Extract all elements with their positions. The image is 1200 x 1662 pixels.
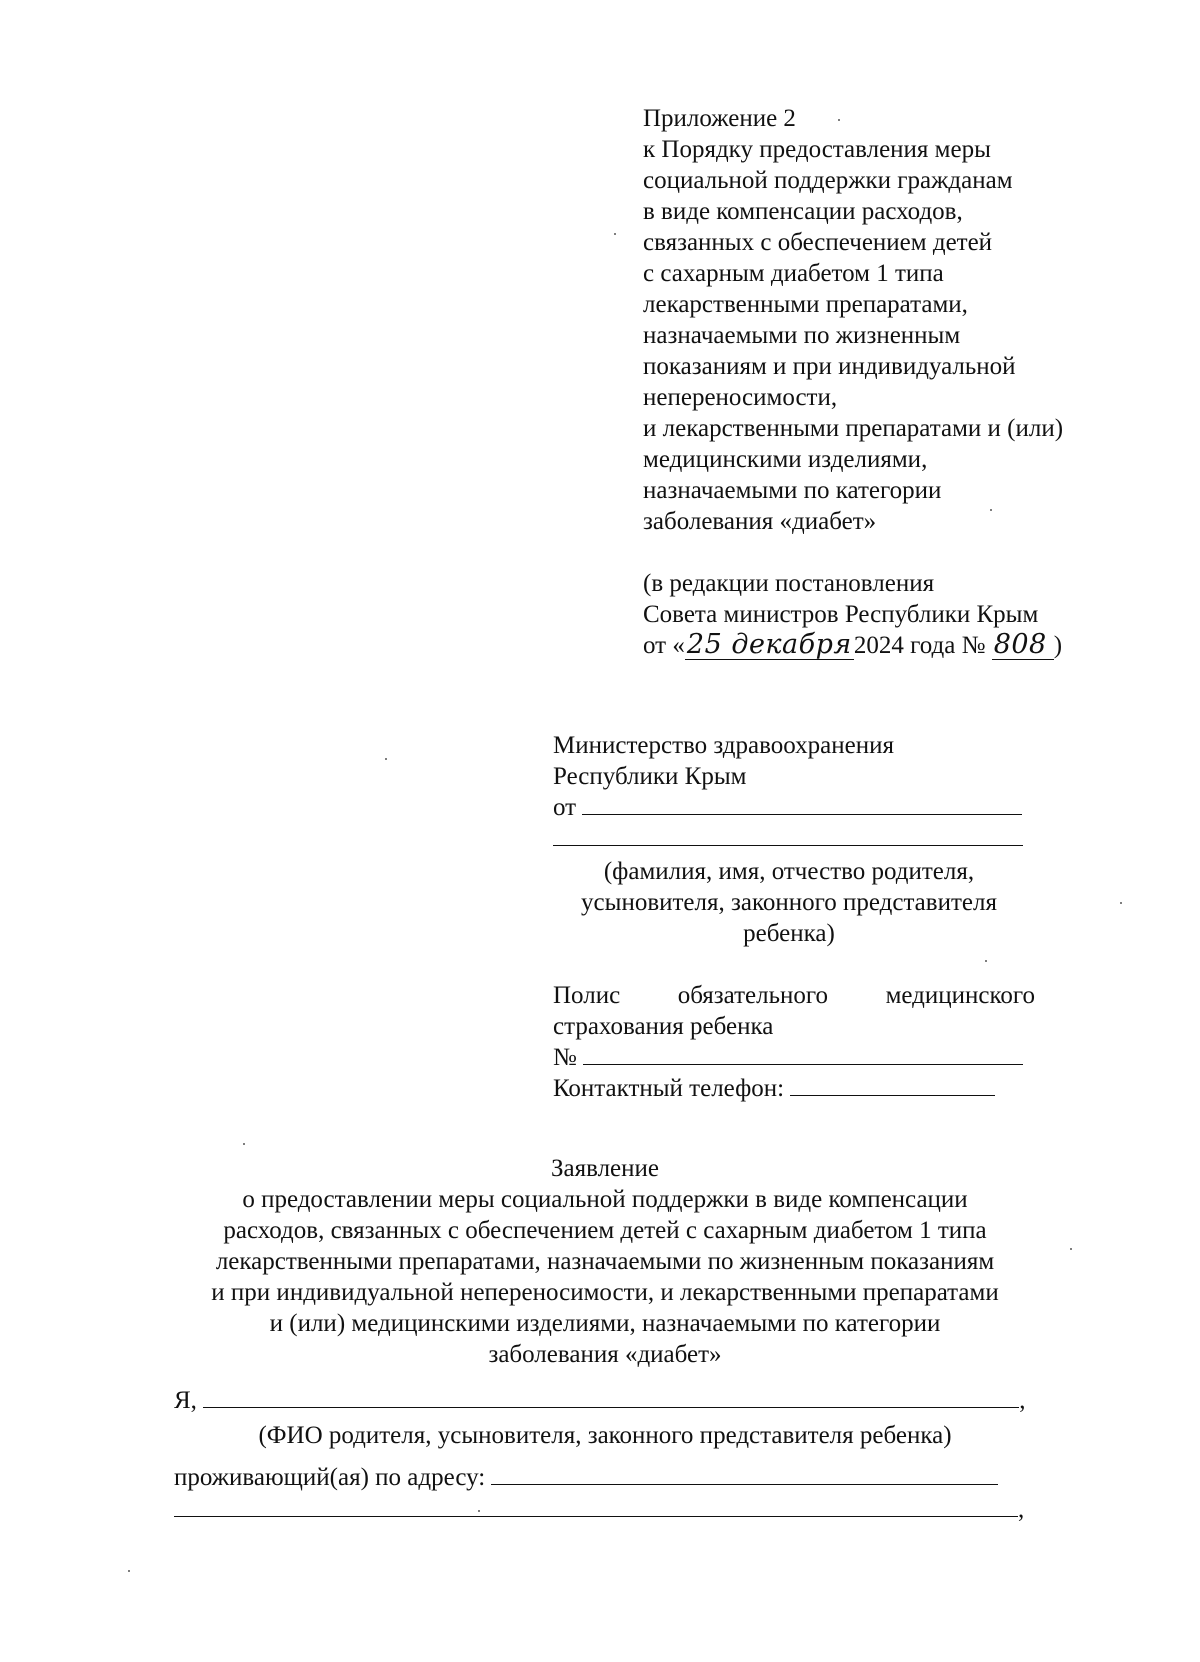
fio-hint: усыновителя, законного представителя xyxy=(581,889,997,916)
fio-hint: ребенка) xyxy=(743,920,835,947)
address-field-2[interactable] xyxy=(174,1494,1018,1517)
appendix-line: показаниям и при индивидуальной xyxy=(643,353,1016,380)
policy-title-line2: страхования ребенка xyxy=(553,1013,774,1040)
appendix-line: к Порядку предоставления меры xyxy=(643,136,991,163)
scan-speck xyxy=(990,509,992,511)
scan-speck xyxy=(243,1143,245,1145)
policy-number-field[interactable] xyxy=(583,1042,1023,1065)
fio-hint-block xyxy=(553,856,1025,949)
number-sign: № xyxy=(553,1044,577,1071)
i-label: Я, xyxy=(174,1387,197,1414)
ministry-name: Министерство здравоохранения xyxy=(553,732,894,759)
edition-year: 2024 года № xyxy=(853,632,986,659)
appendix-line: медицинскими изделиями, xyxy=(643,446,928,473)
edition-date-line xyxy=(643,630,1062,661)
phone-row xyxy=(553,1073,1035,1104)
policy-word: Полис xyxy=(553,982,621,1009)
appendix-line: непереносимости, xyxy=(643,384,838,411)
policy-block xyxy=(553,980,1035,1104)
applicant-row xyxy=(174,1385,1025,1416)
appendix-line: лекарственными препаратами, xyxy=(643,291,968,318)
appendix-block xyxy=(643,103,1063,537)
addressee-block xyxy=(553,730,1023,854)
comma: , xyxy=(1018,1496,1025,1523)
policy-number-row xyxy=(553,1042,1035,1073)
appendix-line: заболевания «диабет» xyxy=(643,508,877,535)
edition-from-label: от « xyxy=(643,632,685,659)
comma: , xyxy=(1019,1387,1026,1414)
edition-line: Совета министров Республики Крым xyxy=(643,601,1039,628)
scan-speck xyxy=(985,960,987,962)
address-field[interactable] xyxy=(491,1462,998,1485)
ministry-region: Республики Крым xyxy=(553,763,747,790)
appendix-line: связанных с обеспечением детей xyxy=(643,229,993,256)
from-fio-field-2-row xyxy=(553,823,1023,854)
fio-hint: (фамилия, имя, отчество родителя, xyxy=(603,858,975,885)
scan-speck xyxy=(478,1510,480,1512)
address-label: проживающий(ая) по адресу: xyxy=(174,1464,486,1491)
application-heading: Заявление xyxy=(550,1155,660,1182)
appendix-line: в виде компенсации расходов, xyxy=(643,198,963,225)
handwritten-date: 25 декабря xyxy=(685,631,854,660)
scan-speck xyxy=(128,1570,130,1572)
closing-paren: ) xyxy=(1053,632,1063,659)
applicant-fio-field[interactable] xyxy=(203,1385,1019,1408)
title-line: и при индивидуальной непереносимости, и лекарственными препаратами xyxy=(211,1279,999,1306)
scan-speck xyxy=(838,119,840,121)
from-fio-field-2[interactable] xyxy=(553,823,1023,846)
appendix-line: с сахарным диабетом 1 типа xyxy=(643,260,944,287)
applicant-fio-hint: (ФИО родителя, усыновителя, законного представителя ребенка) xyxy=(258,1422,952,1449)
scan-speck xyxy=(385,758,387,760)
phone-field[interactable] xyxy=(790,1073,995,1096)
appendix-line: социальной поддержки гражданам xyxy=(643,167,1013,194)
appendix-line: Приложение 2 xyxy=(643,105,796,132)
appendix-line: назначаемыми по жизненным xyxy=(643,322,961,349)
from-row xyxy=(553,792,1023,823)
appendix-line: назначаемыми по категории xyxy=(643,477,942,504)
scan-speck xyxy=(614,233,616,235)
from-label: от xyxy=(553,794,577,821)
title-line: и (или) медицинскими изделиями, назначаемыми по категории xyxy=(269,1310,941,1337)
title-line: о предоставлении меры социальной поддержки в виде компенсации xyxy=(242,1186,968,1213)
from-fio-field[interactable] xyxy=(582,792,1022,815)
policy-word: обязательного xyxy=(677,982,829,1009)
edition-line: (в редакции постановления xyxy=(643,570,935,597)
application-title xyxy=(150,1153,1060,1370)
scan-speck xyxy=(1070,1248,1072,1250)
policy-title-row xyxy=(553,980,1035,1011)
title-line: расходов, связанных с обеспечением детей с сахарным диабетом 1 типа xyxy=(223,1217,987,1244)
address-row-2 xyxy=(174,1494,1024,1525)
edition-note xyxy=(643,568,1062,661)
handwritten-number: 808 xyxy=(992,631,1054,660)
address-row xyxy=(174,1462,998,1493)
scan-speck xyxy=(1120,902,1122,904)
title-line: заболевания «диабет» xyxy=(488,1341,722,1368)
phone-label: Контактный телефон: xyxy=(553,1075,785,1102)
policy-word: медицинского xyxy=(885,982,1035,1009)
appendix-line: и лекарственными препаратами и (или) xyxy=(643,415,1064,442)
title-line: лекарственными препаратами, назначаемыми по жизненным показаниям xyxy=(215,1248,995,1275)
